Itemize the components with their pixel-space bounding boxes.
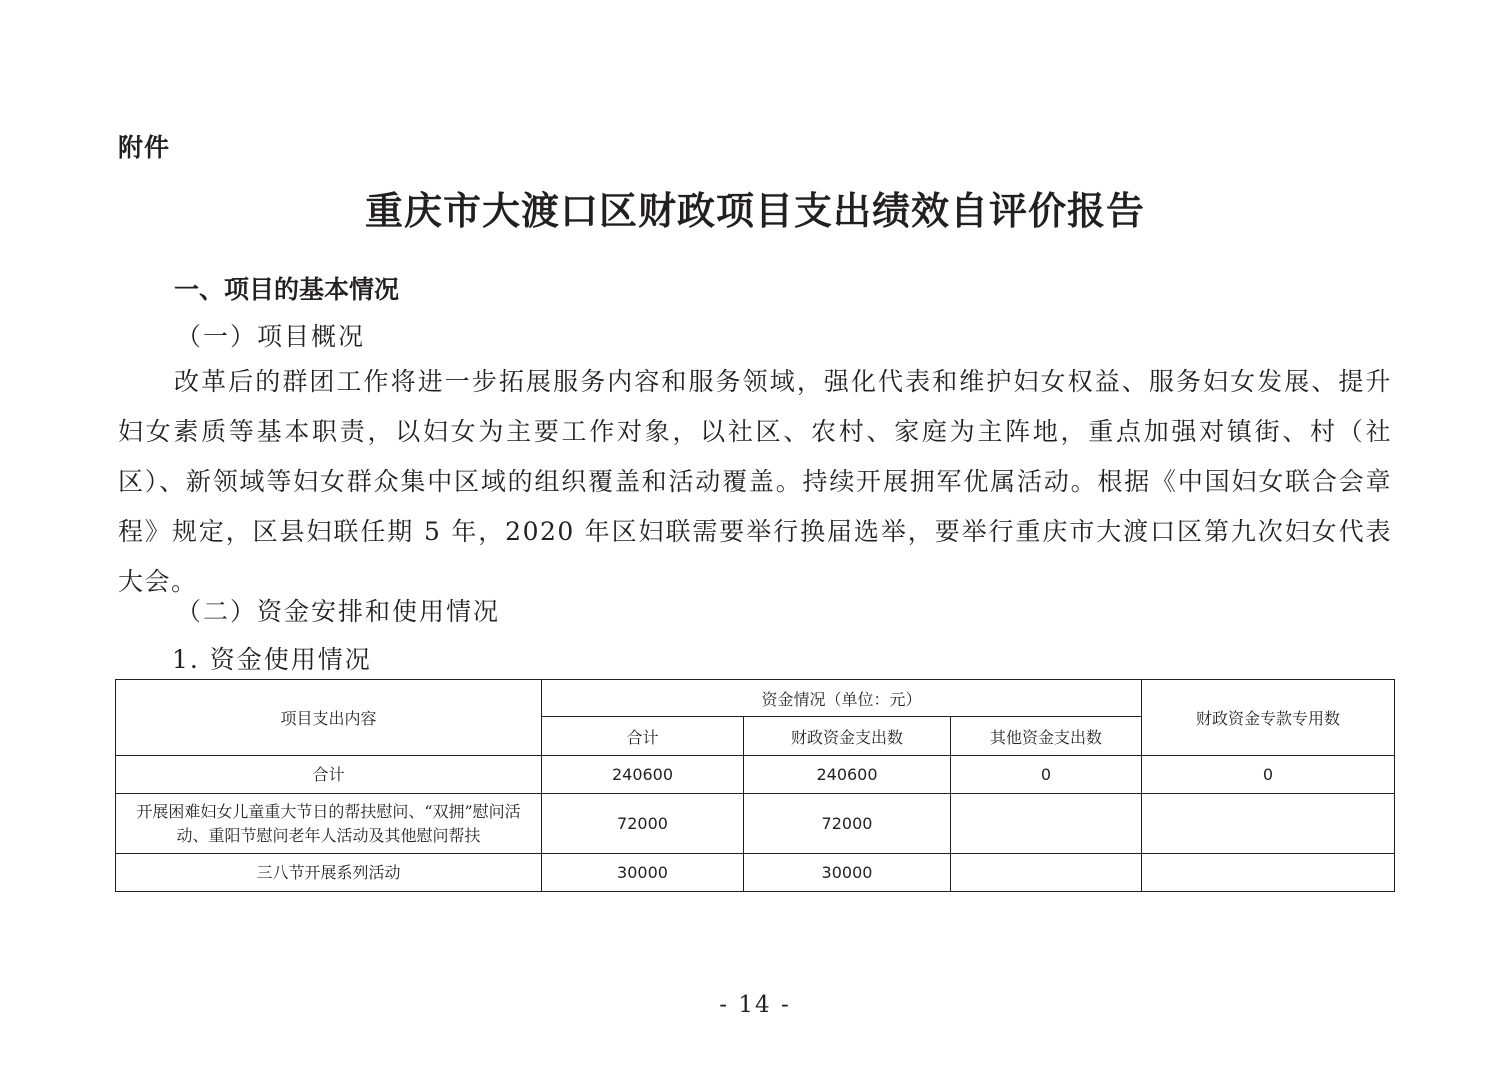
- header-special-use: 财政资金专款专用数: [1142, 680, 1395, 756]
- cell-other: 0: [951, 756, 1142, 794]
- cell-special: 0: [1142, 756, 1395, 794]
- cell-content: 三八节开展系列活动: [116, 854, 542, 892]
- cell-special: [1142, 794, 1395, 854]
- table-row: [116, 756, 1395, 794]
- cell-total: 240600: [542, 756, 744, 794]
- document-title: 重庆市大渡口区财政项目支出绩效自评价报告: [364, 188, 1145, 233]
- header-total: 合计: [542, 717, 744, 756]
- subsection-heading-fund-usage: 1. 资金使用情况: [172, 645, 372, 674]
- cell-fiscal: 30000: [744, 854, 951, 892]
- header-project-content: 项目支出内容: [116, 680, 542, 756]
- subsection-heading-overview: （一）项目概况: [176, 322, 366, 351]
- cell-special: [1142, 854, 1395, 892]
- cell-total: 30000: [542, 854, 744, 892]
- page-number: - 14 -: [719, 992, 791, 1018]
- cell-content: 开展困难妇女儿童重大节日的帮扶慰问、“双拥”慰问活动、重阳节慰问老年人活动及其他慰问帮扶: [116, 794, 542, 854]
- cell-fiscal: 72000: [744, 794, 951, 854]
- overview-paragraph: 改革后的群团工作将进一步拓展服务内容和服务领域，强化代表和维护妇女权益、服务妇女发展、提升妇女素质等基本职责，以妇女为主要工作对象，以社区、农村、家庭为主阵地，重点加强对镇街、村（社区）、新领域等妇女群众集中区域的组织覆盖和活动覆盖。持续开展拥军优属活动。根据《中国妇女联合会章程》规定，区县妇联任期 5 年，2020 年区妇联需要举行换届选举，要举行重庆市大渡口区第九次妇女代表大会。: [118, 367, 1392, 596]
- fund-usage-table: [115, 679, 1395, 892]
- subsection-heading-funds: （二）资金安排和使用情况: [176, 597, 501, 626]
- header-fiscal-spent: 财政资金支出数: [744, 717, 951, 756]
- cell-content: 合计: [116, 756, 542, 794]
- table-row: [116, 794, 1395, 854]
- cell-fiscal: 240600: [744, 756, 951, 794]
- cell-other: [951, 854, 1142, 892]
- section-heading-basic-info: 一、项目的基本情况: [174, 275, 400, 304]
- header-other-spent: 其他资金支出数: [951, 717, 1142, 756]
- cell-total: 72000: [542, 794, 744, 854]
- header-fund-status: 资金情况（单位：元）: [542, 680, 1142, 717]
- table-header-row: [116, 680, 1395, 717]
- attachment-label: 附件: [118, 133, 171, 162]
- cell-other: [951, 794, 1142, 854]
- table-row: [116, 854, 1395, 892]
